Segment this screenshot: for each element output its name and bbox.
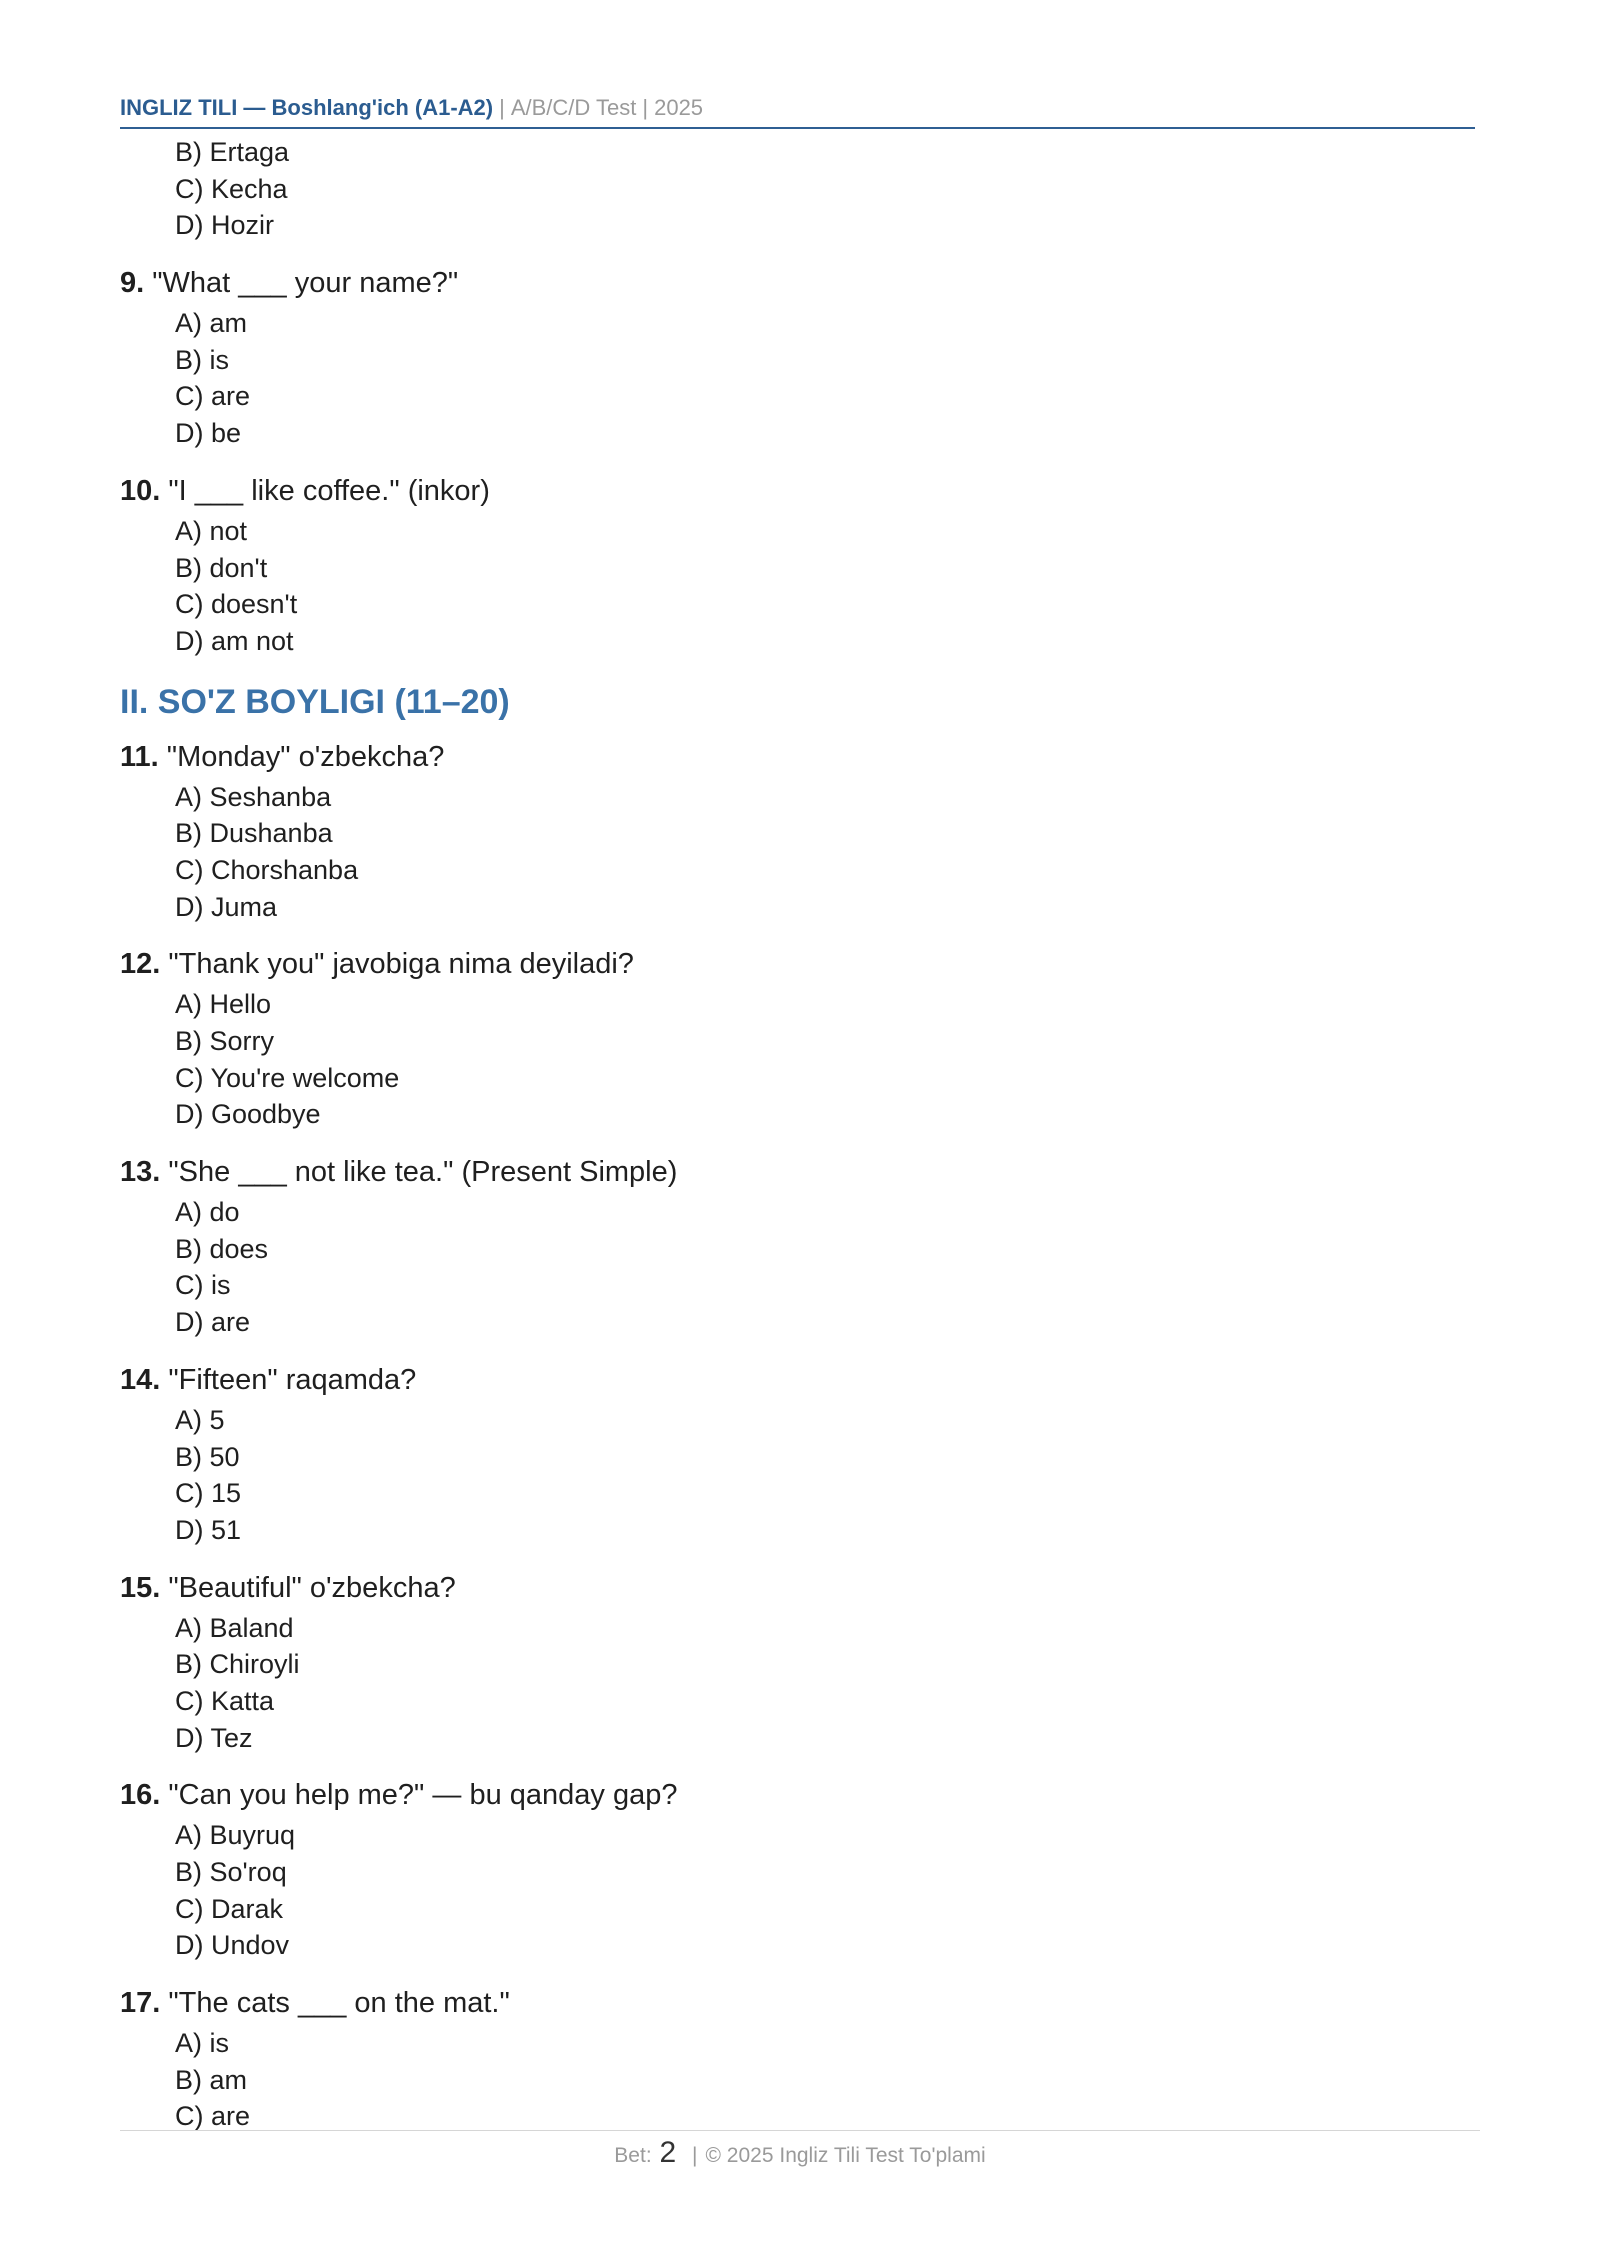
page-number: 2 (659, 2136, 677, 2169)
question-10 (120, 472, 1475, 660)
answer-option: C) are (175, 2101, 251, 2132)
question-text (120, 1569, 1475, 1607)
question-15 (120, 1569, 1475, 1757)
answer-options (120, 2025, 1475, 2135)
question-number: 9. (120, 267, 145, 300)
question-prompt: "Beautiful" o'zbekcha? (168, 1571, 456, 1604)
answer-options (120, 986, 1475, 1133)
question-text (120, 738, 1475, 776)
question-prompt: "Can you help me?" — bu qanday gap? (168, 1779, 678, 1812)
answer-option: D) Undov (175, 1930, 290, 1961)
header-separator: | (499, 95, 505, 120)
answer-option: C) Chorshanba (175, 854, 359, 885)
footer-divider (120, 2130, 1480, 2131)
answer-options (120, 1817, 1475, 1964)
answer-option: C) Kecha (175, 173, 288, 204)
answer-options (120, 305, 1475, 452)
answer-option: D) am not (175, 625, 294, 656)
question-text (120, 1361, 1475, 1399)
question-text (120, 945, 1475, 983)
answer-option: D) be (175, 418, 242, 449)
question-number: 13. (120, 1156, 161, 1189)
answer-option: B) Dushanba (175, 818, 333, 849)
answer-options (120, 513, 1475, 660)
question-16 (120, 1776, 1475, 1964)
header-title: INGLIZ TILI — Boshlang'ich (A1-A2) (120, 95, 494, 120)
question-17 (120, 1984, 1475, 2135)
question-11 (120, 738, 1475, 926)
answer-option: A) do (175, 1197, 240, 1228)
answer-option: A) Baland (175, 1612, 294, 1643)
header-separator: | (642, 95, 649, 120)
section-title: II. SO'Z BOYLIGI (11–20) (120, 682, 510, 721)
page-content (120, 134, 1475, 2135)
question-text (120, 472, 1475, 510)
answer-option: C) is (175, 1270, 231, 1301)
page-footer (0, 2136, 1600, 2170)
question-text (120, 264, 1475, 302)
answer-option: D) Hozir (175, 210, 274, 241)
answer-options (120, 1402, 1475, 1549)
question-prompt: "The cats ___ on the mat." (168, 1987, 510, 2020)
answer-option: C) Katta (175, 1685, 275, 1716)
answer-option: B) Chiroyli (175, 1649, 300, 1680)
question-text (120, 1153, 1475, 1191)
question-prompt: "What ___ your name?" (152, 267, 459, 300)
page-label: Bet: (614, 2144, 652, 2167)
header-test-type: A/B/C/D Test (510, 95, 637, 120)
question-prompt: "Thank you" javobiga nima deyiladi? (168, 948, 634, 981)
answer-options (120, 779, 1475, 926)
question-text (120, 1776, 1475, 1814)
question-prompt: "I ___ like coffee." (inkor) (168, 474, 490, 507)
answer-option: D) Tez (175, 1722, 253, 1753)
question-number: 17. (120, 1987, 161, 2020)
answer-options (120, 1194, 1475, 1341)
question-prompt: "Fifteen" raqamda? (168, 1363, 417, 1396)
answer-option: D) Juma (175, 891, 278, 922)
answer-option: A) Buyruq (175, 1820, 296, 1851)
page-header (120, 93, 1475, 129)
question-prompt: "She ___ not like tea." (Present Simple) (168, 1156, 678, 1189)
answer-option: A) 5 (175, 1404, 225, 1435)
answer-option: B) Ertaga (175, 137, 290, 167)
answer-option: B) So'roq (175, 1857, 287, 1887)
answer-option: B) Sorry (175, 1026, 275, 1056)
continued-options (120, 134, 1475, 244)
answer-option: B) 50 (175, 1441, 240, 1472)
answer-option: C) are (175, 381, 251, 412)
answer-option: C) 15 (175, 1478, 242, 1509)
question-number: 11. (120, 740, 159, 773)
answer-option: A) am (175, 308, 248, 339)
answer-options (120, 1610, 1475, 1757)
question-number: 10. (120, 474, 161, 507)
question-13 (120, 1153, 1475, 1341)
question-text (120, 1984, 1475, 2022)
question-prompt: "Monday" o'zbekcha? (166, 740, 445, 773)
header-year: 2025 (654, 95, 704, 120)
question-number: 16. (120, 1779, 161, 1812)
answer-option: A) is (175, 2028, 229, 2059)
answer-option: D) 51 (175, 1514, 242, 1545)
footer-separator: | (692, 2144, 698, 2167)
question-number: 14. (120, 1363, 161, 1396)
question-number: 15. (120, 1571, 161, 1604)
answer-option: C) Darak (175, 1893, 284, 1924)
question-number: 12. (120, 948, 161, 981)
answer-option: B) does (175, 1233, 269, 1264)
question-12 (120, 945, 1475, 1133)
answer-option: A) Seshanba (175, 781, 332, 812)
answer-option: D) Goodbye (175, 1099, 321, 1130)
answer-option: C) doesn't (175, 589, 298, 620)
question-14 (120, 1361, 1475, 1549)
answer-option: B) don't (175, 552, 268, 583)
answer-option: B) is (175, 344, 229, 375)
answer-option: B) am (175, 2064, 248, 2095)
answer-option: A) not (175, 515, 248, 546)
answer-option: D) are (175, 1307, 251, 1338)
answer-option: A) Hello (175, 989, 272, 1020)
answer-option: C) You're welcome (175, 1062, 400, 1093)
question-9 (120, 264, 1475, 452)
footer-copyright: © 2025 Ingliz Tili Test To'plami (705, 2144, 986, 2167)
